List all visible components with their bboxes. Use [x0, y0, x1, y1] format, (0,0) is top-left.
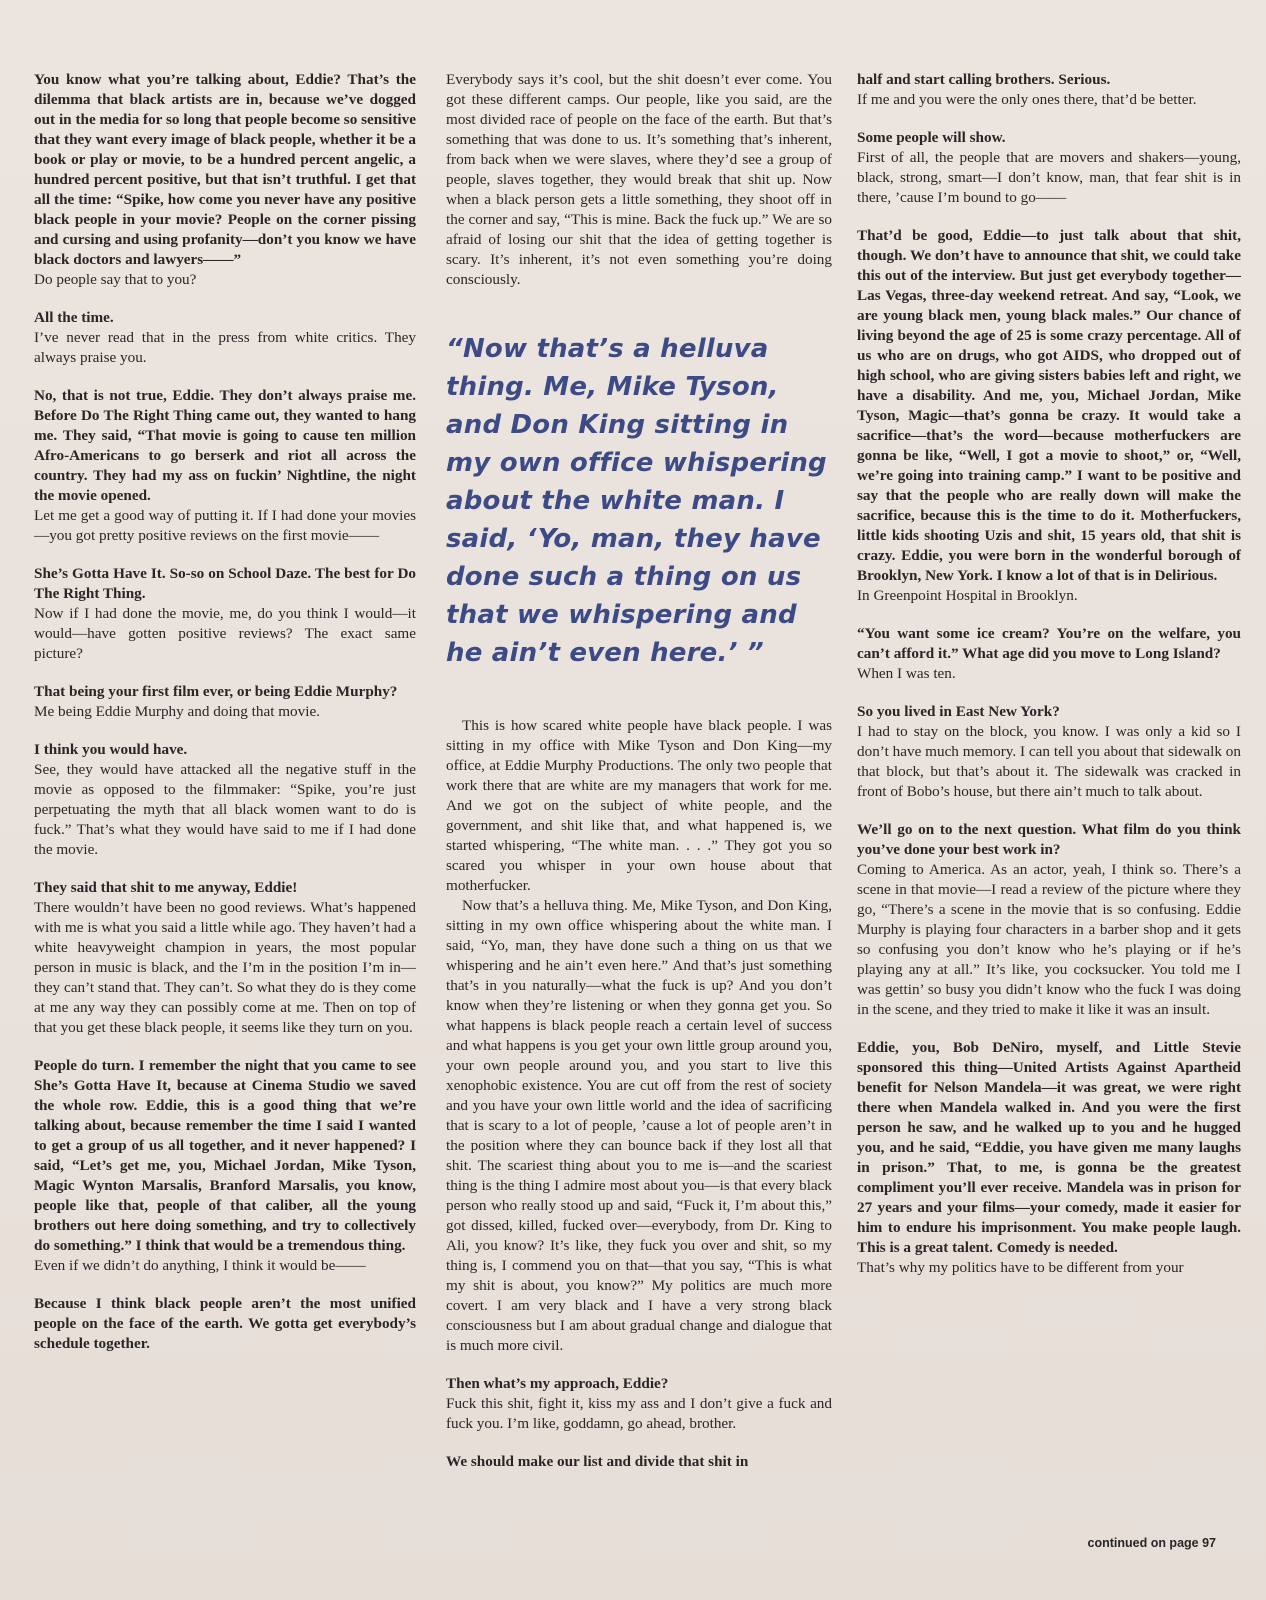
qa-block: [857, 820, 1241, 1020]
pull-quote: “Now that’s a helluva thing. Me, Mike Tyson, and Don King sitting in my own office whispering about the white man. I said, ‘Yo, man, they have done such a thing on us that we whispering and he ain’t even here.’ ”: [446, 334, 827, 668]
answer: See, they would have attacked all the negative stuff in the movie as opposed to the filmmaker: “Spike, you’re just perpetuating the myth that all black women want to do is fuck.” That’s what they would have said to me if I had done the movie.: [34, 761, 416, 858]
question: Eddie, you, Bob DeNiro, myself, and Little Stevie sponsored this thing—United Artists Against Apartheid benefit for Nelson Mandela—it was great, we were right there when Mandela walked in. And you were the first person he saw, and he walked up to you and he hugged you, and he said, “Eddie, you have given me many laughs in prison.” That, to me, is gonna be the greatest compliment you’ll ever receive. Mandela was in prison for 27 years and your films—your comedy, made it easier for him to endure his imprisonment. You make people laugh. This is a great talent. Comedy is needed.: [857, 1039, 1241, 1256]
question: Because I think black people aren’t the most unified people on the face of the earth. We gotta get everybody’s schedule together.: [34, 1295, 416, 1352]
answer: First of all, the people that are movers and shakers—young, black, strong, smart—I don’t know, man, that fear shit is in there, ’cause I’m bound to go——: [857, 149, 1241, 206]
qa-block: [446, 1452, 832, 1472]
qa-block: [446, 1374, 832, 1434]
question: half and start calling brothers. Serious.: [857, 71, 1111, 88]
qa-block: [34, 1294, 416, 1354]
qa-block: [34, 878, 416, 1038]
answer: Coming to America. As an actor, yeah, I think so. There’s a scene in that movie—I read a review of the picture where they go, “There’s a scene in the movie that is so confusing. Eddie Murphy is playing four characters in a barber shop and it gets so confusing you don’t know who he’s playing or if he’s playing any at all.” It’s like, you cocksucker. You told me I was gettin’ so busy you didn’t know who the fuck I was doing in the scene, and they tried to make it like it was an insult.: [857, 861, 1241, 1018]
qa-block: [34, 70, 416, 290]
column-middle: [446, 70, 832, 1490]
answer: Let me get a good way of putting it. If I had done your movies—you got pretty positive reviews on the first movie——: [34, 507, 416, 544]
question: You know what you’re talking about, Eddie? That’s the dilemma that black artists are in, because we’ve dogged out in the media for so long that people become so sensitive that they want every image of black people, whether it be a book or play or movie, to be a hundred percent angelic, a hundred percent positive, but that isn’t truthful. I get that all the time: “Spike, how come you never have any positive black people in your movie? People on the corner pissing and cursing and using profanity—don’t you know we have black doctors and lawyers——”: [34, 71, 416, 268]
answer-paragraphs: [446, 716, 832, 1356]
column-left: [34, 70, 416, 1372]
answer: Even if we didn’t do anything, I think it would be——: [34, 1257, 366, 1274]
question: I think you would have.: [34, 741, 188, 758]
question: “You want some ice cream? You’re on the welfare, you can’t afford it.” What age did you move to Long Island?: [857, 625, 1241, 662]
question: That’d be good, Eddie—to just talk about that shit, though. We don’t have to announce that shit, we could take this out of the interview. But just get everybody together—Las Vegas, three-day weekend retreat. And say, “Look, we are young black men, young black males.” Our chance of living beyond the age of 25 is some crazy percentage. All of us who are on drugs, who got AIDS, who dropped out of high school, who are giving sisters babies left and right, we have a disability. And me, you, Michael Jordan, Mike Tyson, Magic—that’s gonna be crazy. It would take a sacrifice—that’s the word—because motherfuckers are gonna be like, “Well, I got a movie to shoot,” or, “Well, we’re going into training camp.” I want to be positive and say that the people who are really down will make the sacrifice, because this is the time to do it. Motherfuckers, little kids shooting Uzis and shit, 15 years old, that shit is crazy. Eddie, you were born in the wonderful borough of Brooklyn, New York. I know a lot of that is in Delirious.: [857, 227, 1241, 584]
qa-block: [857, 1038, 1241, 1278]
answer: Me being Eddie Murphy and doing that movie.: [34, 703, 320, 720]
qa-block: [34, 308, 416, 368]
answer: I had to stay on the block, you know. I was only a kid so I don’t have much memory. I can tell you about that sidewalk on that block, but that’s about it. The sidewalk was cracked in front of Bobo’s house, but there ain’t much to talk about.: [857, 723, 1241, 800]
continued-note: continued on page 97: [1087, 1536, 1216, 1550]
qa-block: [857, 702, 1241, 802]
question: They said that shit to me anyway, Eddie!: [34, 879, 298, 896]
paragraph: This is how scared white people have black people. I was sitting in my office with Mike Tyson and Don King—my office, at Eddie Murphy Productions. The only two people that work there that are white are my managers that work for me. And we got on the subject of white people, and the government, and shit like that, and what happened is, we started whispering, “The white man. . . .” They got you so scared you whisper in your own house about that motherfucker.: [446, 717, 832, 894]
question: Then what’s my approach, Eddie?: [446, 1375, 669, 1392]
question: So you lived in East New York?: [857, 703, 1060, 720]
paragraph: Now that’s a helluva thing. Me, Mike Tyson, and Don King, sitting in my own office whispering about the white man. I said, “Yo, man, they have done such a thing on us that we whispering and he ain’t even here.” And that’s just something that’s in you naturally—what the fuck is up? And you don’t know when they’re listening or when they gonna get you. So what happens is black people reach a certain level of success and what happens is you get your own little group around you, your own people around you, and you start to live this xenophobic existence. You are cut off from the rest of society and you have your own little world and the idea of sacrificing that is scary to a lot of people, ’cause a lot of people aren’t in the position where they can bounce back if they lost all that shit. The scariest thing about you to me is—and the scariest thing is the thing I admire most about you—is that every black person who really stood up and said, “Fuck it, I’m about this,” got dissed, killed, fucked over—everybody, from Dr. King to Ali, you know? It’s like, they fuck you over and shit, so my thing is, I commend you on that—that you say, “This is what my shit is about, you know?” My politics are much more covert. I am very black and I have a very strong black consciousness but I am about gradual change and dialogue that is much more civil.: [446, 897, 832, 1354]
question: That being your first film ever, or being Eddie Murphy?: [34, 683, 398, 700]
qa-block: [857, 128, 1241, 208]
question: All the time.: [34, 309, 114, 326]
qa-block: [857, 70, 1241, 110]
question: She’s Gotta Have It. So-so on School Daze. The best for Do The Right Thing.: [34, 565, 416, 602]
answer: Fuck this shit, fight it, kiss my ass and I don’t give a fuck and fuck you. I’m like, goddamn, go ahead, brother.: [446, 1395, 832, 1432]
qa-block: [857, 624, 1241, 684]
qa-block: [34, 564, 416, 664]
answer: When I was ten.: [857, 665, 956, 682]
answer: That’s why my politics have to be different from your: [857, 1259, 1184, 1276]
question: Some people will show.: [857, 129, 1006, 146]
answer: Everybody says it’s cool, but the shit doesn’t ever come. You got these different camps. Our people, like you said, are the most divided race of people on the face of the earth. But that’s something that was done to us. It’s something that’s inherent, from back when we were slaves, where they’d see a group of people, slaves together, they would break that shit up. Now when a black person gets a little something, they shoot off in the corner and say, “This is mine. Back the fuck up.” We are so afraid of losing our shit that the idea of getting together is scary. It’s inherent, it’s not even something you’re doing consciously.: [446, 71, 832, 288]
question: People do turn. I remember the night that you came to see She’s Gotta Have It, because at Cinema Studio we saved the whole row. Eddie, this is a good thing that we’re talking about, because remember the time I said I wanted to get a group of us all together, and it never happened? I said, “Let’s get me, you, Michael Jordan, Mike Tyson, Magic Wynton Marsalis, Branford Marsalis, you know, people like that, people of that caliber, all the young brothers out here doing something, and try to collectively do something.” I think that would be a tremendous thing.: [34, 1057, 416, 1254]
column-right: [857, 70, 1241, 1296]
answer: I’ve never read that in the press from white critics. They always praise you.: [34, 329, 416, 366]
question: We’ll go on to the next question. What film do you think you’ve done your best work in?: [857, 821, 1241, 858]
answer: If me and you were the only ones there, that’d be better.: [857, 91, 1197, 108]
qa-block: [34, 1056, 416, 1276]
answer: In Greenpoint Hospital in Brooklyn.: [857, 587, 1078, 604]
qa-block: [34, 682, 416, 722]
qa-block: [34, 740, 416, 860]
answer: There wouldn’t have been no good reviews. What’s happened with me is what you said a little while ago. They haven’t had a white heavyweight champion in years, the most popular person in music is black, and the I’m in the position I’m in—they can’t stand that. They can’t. So what they do is they come at me any way they can possibly come at me. Then on top of that you get these black people, it seems like they turn on you.: [34, 899, 416, 1036]
qa-block: [34, 386, 416, 546]
qa-block: [857, 226, 1241, 606]
question: No, that is not true, Eddie. They don’t always praise me. Before Do The Right Thing came out, they wanted to hang me. They said, “That movie is going to cause ten million Afro-Americans to go berserk and riot all across the country. They had my ass on fuckin’ Nightline, the night the movie opened.: [34, 387, 416, 504]
answer: Now if I had done the movie, me, do you think I would—it would—have gotten positive reviews? The exact same picture?: [34, 605, 416, 662]
answer: Do people say that to you?: [34, 271, 197, 288]
question: We should make our list and divide that shit in: [446, 1453, 749, 1470]
